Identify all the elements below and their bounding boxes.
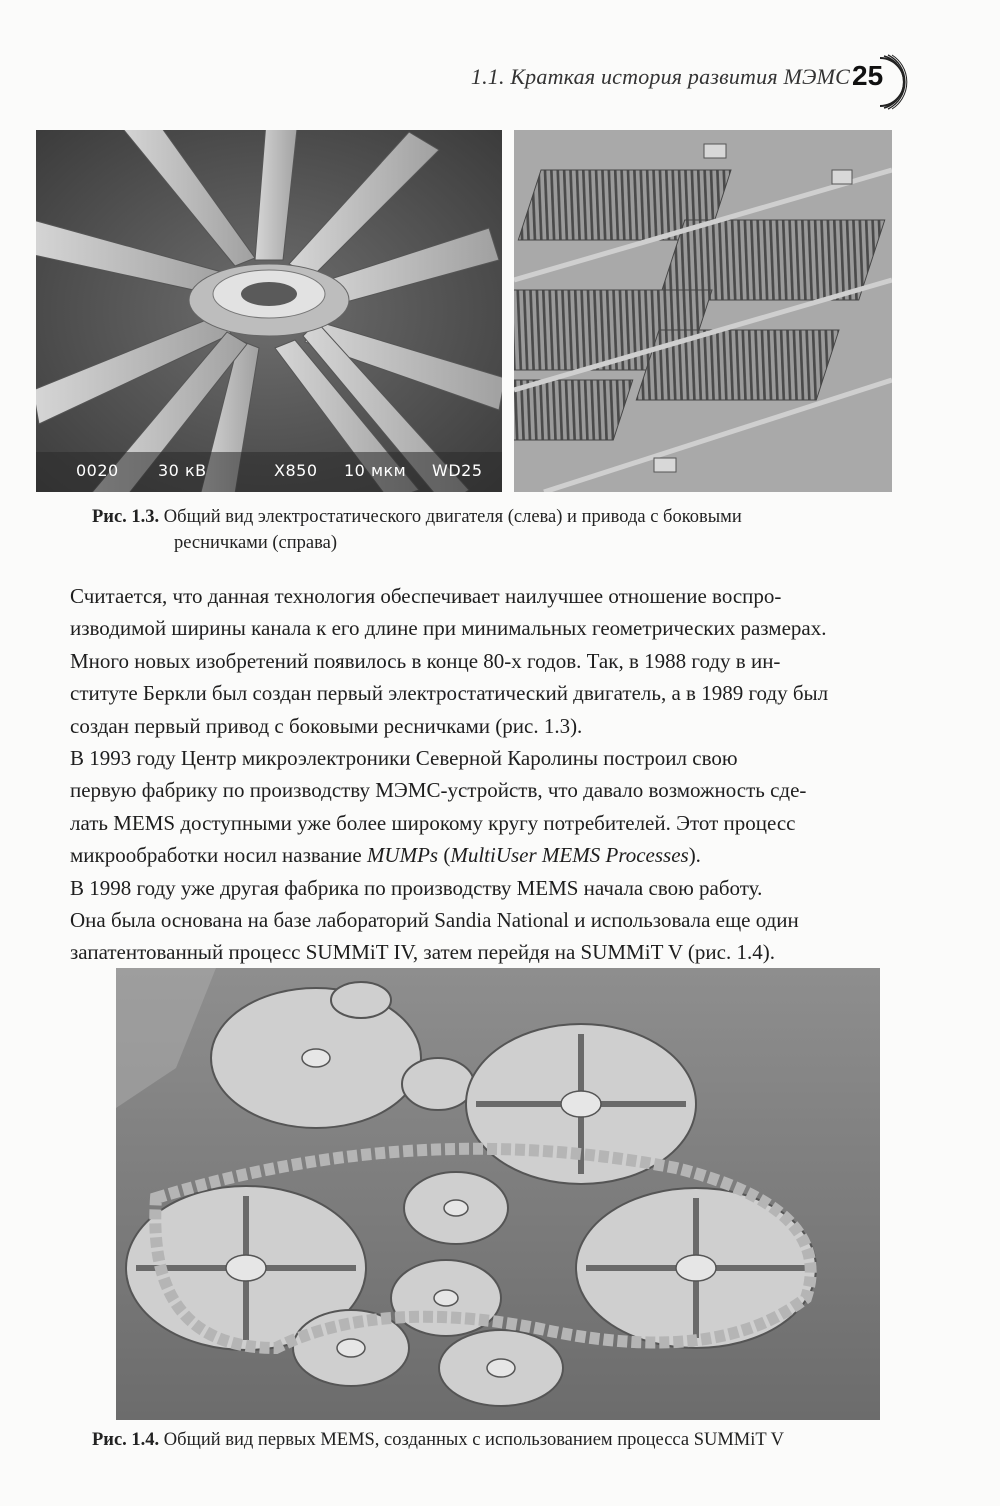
gear-train-image (116, 968, 880, 1420)
p3-line3: лать MEMS доступными уже более широкому кругу потребителей. Этот процесс (70, 810, 796, 835)
p1-line2: изводимой ширины канала к его длине при минимальных геометрических размерах. (70, 616, 827, 641)
figure-1-4-caption-text: Общий вид первых MEMS, созданных с использованием процесса SUMMiT V (163, 1430, 784, 1450)
p3-line4-close: ). (688, 843, 701, 868)
mumps-term: MUMPs (366, 843, 439, 868)
page-number: 25 (852, 60, 884, 91)
p2-line1: Много новых изобретений появилось в конце 80-х годов. Так, в 1988 году в ин- (70, 648, 781, 673)
sem-label-scale: 10 мкм (344, 461, 407, 480)
p4-line3: запатентованный процесс SUMMiT IV, затем перейдя на SUMMiT V (рис. 1.4). (70, 940, 775, 965)
figure-1-3-right-comb-drive (514, 130, 892, 492)
figure-1-3-caption-text2: ресничками (справа) (174, 533, 337, 553)
p3-line4-pre: микрообработки носил название (70, 843, 367, 868)
p2-line2: ституте Беркли был создан первый электростатический двигатель, а в 1989 году был (70, 681, 829, 706)
page-header (0, 52, 1000, 112)
page-number-badge (840, 52, 910, 112)
sem-label-wd: WD25 (432, 461, 483, 480)
paragraph-3 (70, 742, 882, 872)
sem-label-id: 0020 (76, 461, 119, 480)
comb-drive-image (514, 130, 892, 492)
p3-line4 (70, 839, 882, 871)
p3-line4-open: ( (438, 843, 451, 868)
running-title: 1.1. Краткая история развития МЭМС (470, 64, 850, 89)
figure-1-3-caption-text1: Общий вид электростатического двигателя (слева) и привода с боковыми (163, 507, 742, 527)
figure-1-3-caption-line1 (92, 504, 892, 530)
paragraph-2 (70, 645, 882, 742)
figure-1-3-left-electrostatic-motor (36, 130, 502, 492)
figure-1-4-gear-train (116, 968, 880, 1420)
figure-1-4-caption (92, 1427, 912, 1453)
sem-label-magnification: X850 (274, 461, 318, 480)
p1-line1: Считается, что данная технология обеспечивает наилучшее отношение воспро- (70, 584, 782, 608)
p2-line3: создан первый привод с боковыми ресничками (рис. 1.3). (70, 713, 583, 738)
sem-label-voltage: 30 кВ (158, 461, 207, 480)
figure-1-3-caption (92, 504, 892, 556)
p3-line1: В 1993 году Центр микроэлектроники Северной Каролины построил свою (70, 746, 738, 771)
electrostatic-motor-image (36, 130, 502, 492)
paragraph-4 (70, 872, 882, 969)
figure-1-3-caption-label: Рис. 1.3. (92, 507, 160, 527)
mumps-full-term: MultiUser MEMS Processes (450, 843, 689, 868)
body-text (70, 580, 882, 969)
p3-line2: первую фабрику по производству МЭМС-устройств, что давало возможность сде- (70, 778, 807, 803)
p4-line2: Она была основана на базе лабораторий Sandia National и использовала еще один (70, 908, 799, 933)
figure-1-4-caption-label: Рис. 1.4. (92, 1430, 160, 1450)
paragraph-1 (70, 580, 882, 645)
p4-line1: В 1998 году уже другая фабрика по производству MEMS начала свою работу. (70, 875, 763, 900)
